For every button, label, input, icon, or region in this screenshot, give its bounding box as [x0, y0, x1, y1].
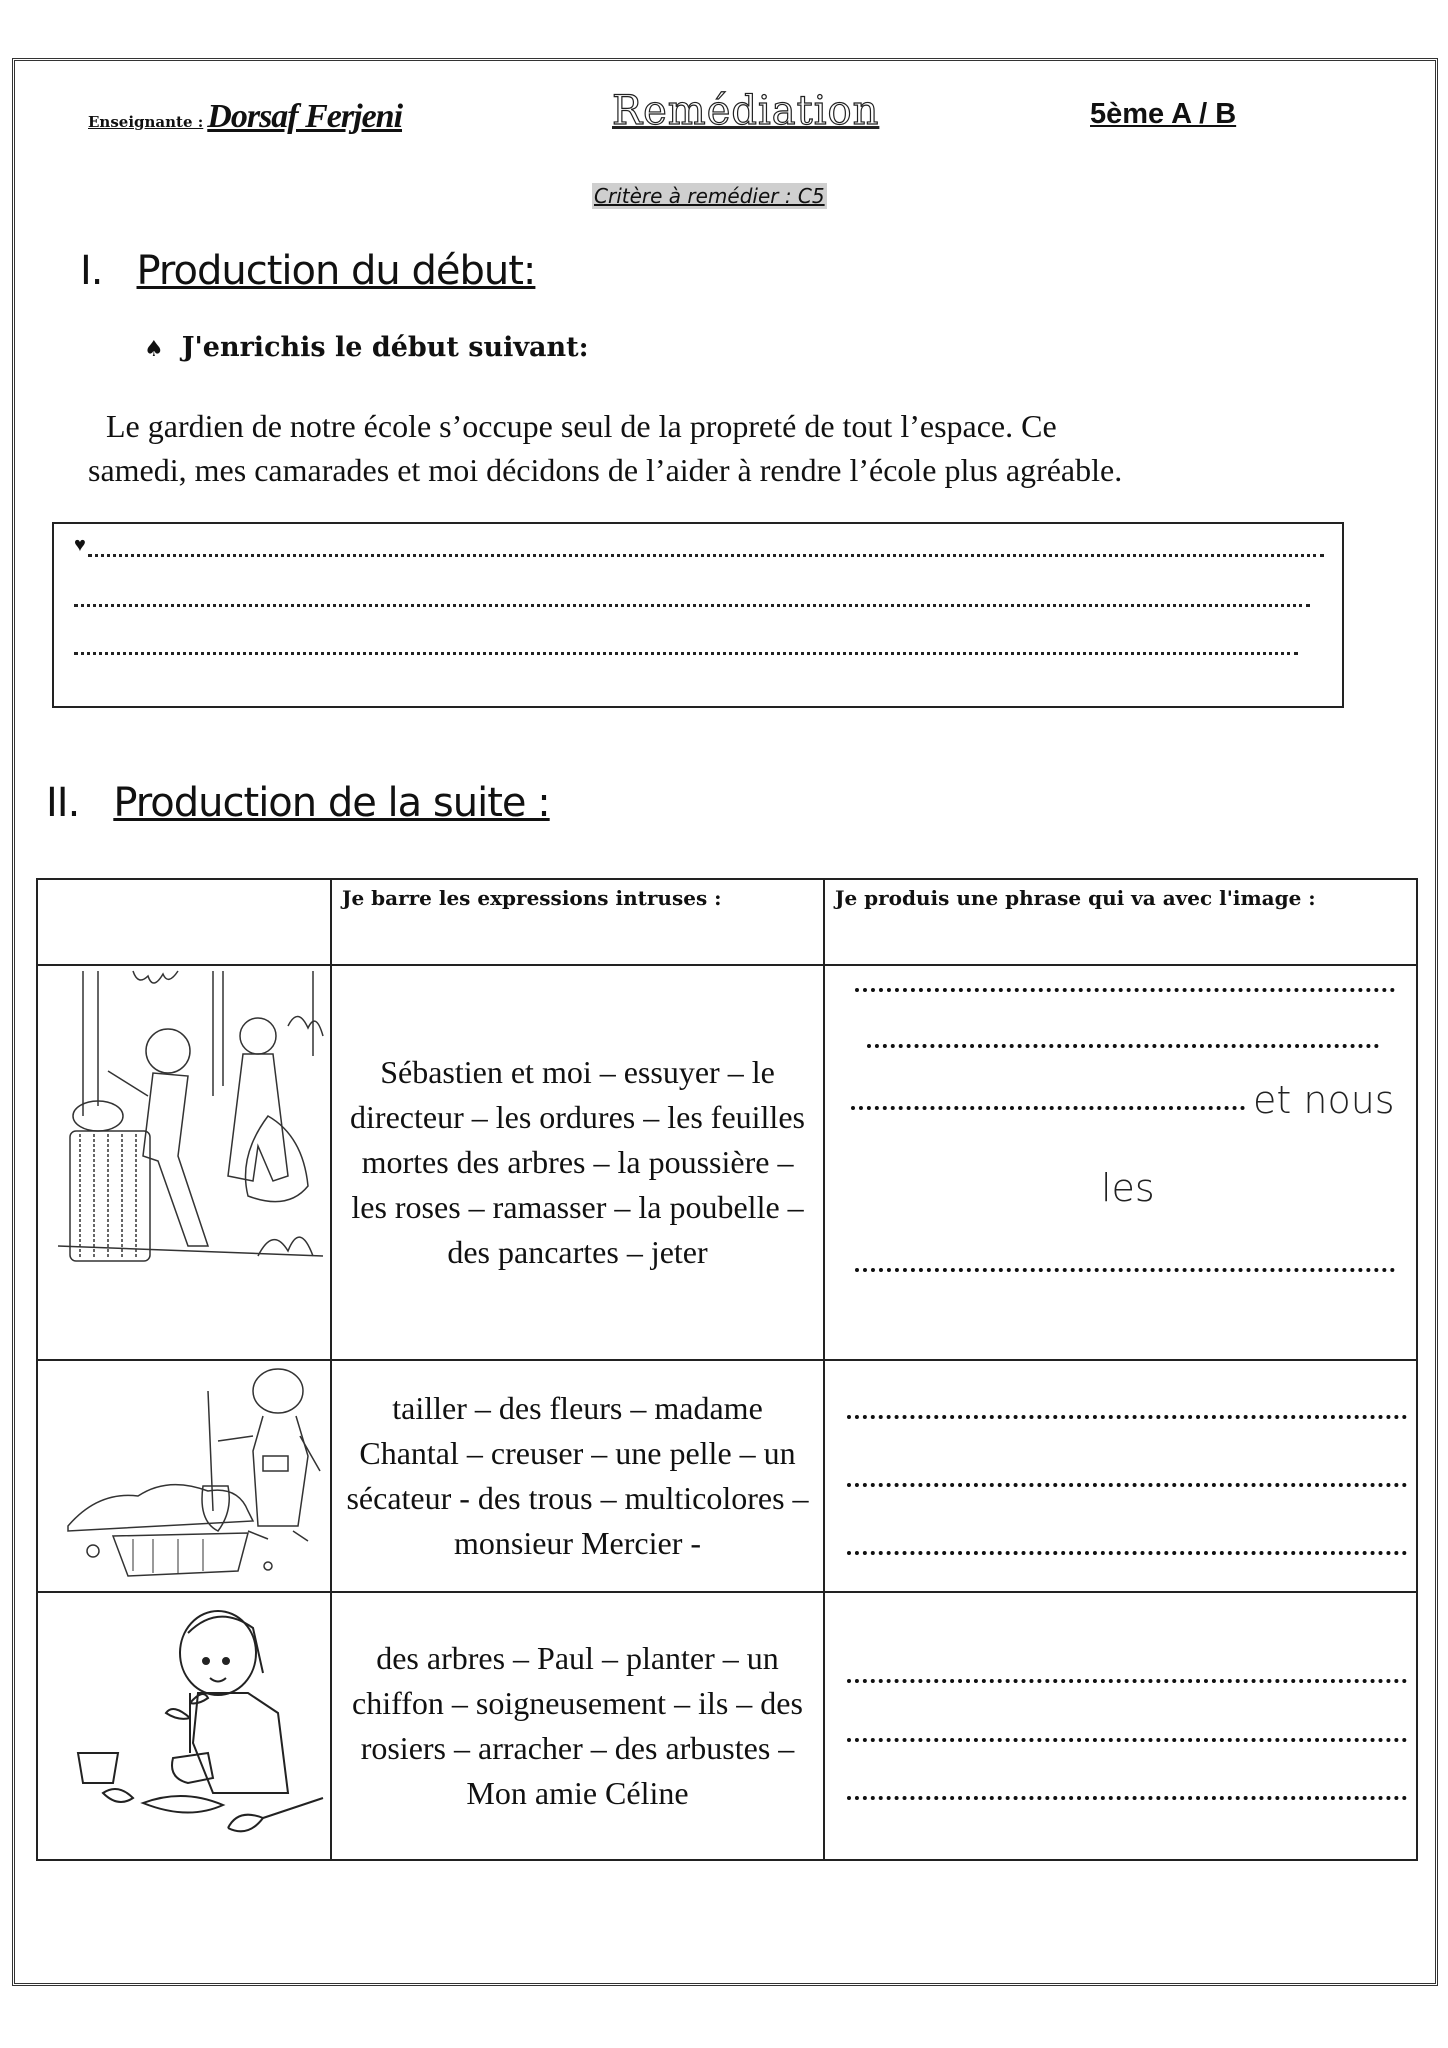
heart-icon: ♥ — [74, 534, 86, 556]
answer-line[interactable] — [851, 1106, 1245, 1110]
class-label: 5ème A / B — [1090, 98, 1237, 130]
teacher-label: Enseignante : — [88, 113, 204, 131]
intruder-words[interactable]: tailler – des fleurs – madame Chantal – creuser – une pelle – un sécateur - des trous – multicolores – monsieur Mercier - — [331, 1360, 824, 1592]
section-1-title: Production du début: — [136, 248, 536, 294]
header-cell-cross-out: Je barre les expressions intruses : — [331, 879, 824, 965]
header-cell-produce: Je produis une phrase qui va avec l'image : — [824, 879, 1417, 965]
table-row — [37, 1592, 1417, 1860]
section-1-heading — [80, 248, 535, 294]
answer-line[interactable] — [847, 1415, 1407, 1419]
section-2-number: II. — [46, 780, 80, 826]
exercise-table — [36, 878, 1418, 1861]
answer-line[interactable] — [74, 604, 1310, 607]
answer-line[interactable] — [74, 652, 1298, 655]
table-header-row — [37, 879, 1417, 965]
image-cell — [37, 1360, 331, 1592]
prompt-line: samedi, mes camarades et moi décidons de l’aider à rendre l’école plus agréable. — [88, 452, 1123, 488]
answer-box[interactable] — [52, 522, 1344, 708]
section-1-number: I. — [80, 248, 103, 294]
answer-line[interactable] — [88, 554, 1324, 557]
instruction-text: J'enrichis le début suivant: — [181, 332, 589, 363]
answer-line[interactable] — [855, 988, 1395, 992]
section-2-heading — [46, 780, 550, 826]
man-digging-hole-illustration — [38, 1361, 328, 1589]
image-cell — [37, 1592, 331, 1860]
table-row — [37, 1360, 1417, 1592]
answer-line[interactable] — [855, 1268, 1395, 1272]
spade-icon: ♠ — [144, 336, 164, 362]
answer-cell[interactable] — [824, 965, 1417, 1360]
children-collecting-trash-illustration — [38, 966, 328, 1357]
criteria-label: Critère à remédier : C5 — [594, 184, 825, 208]
answer-cell[interactable] — [824, 1360, 1417, 1592]
answer-hint: et nous — [1253, 1078, 1395, 1122]
image-cell — [37, 965, 331, 1360]
table-row — [37, 965, 1417, 1360]
document-title: Remédiation — [612, 88, 880, 134]
answer-hint: les — [1101, 1166, 1155, 1210]
answer-line[interactable] — [847, 1483, 1407, 1487]
teacher-name: Dorsaf Ferjeni — [207, 98, 403, 135]
intruder-words[interactable]: Sébastien et moi – essuyer – le directeur – les ordures – les feuilles mortes des arbres – la poussière – les roses – ramasser – la poubelle – des pancartes – jeter — [331, 965, 824, 1360]
answer-line[interactable] — [867, 1044, 1379, 1048]
header-cell-image — [37, 879, 331, 965]
intruder-words[interactable]: des arbres – Paul – planter – un chiffon – soigneusement – ils – des rosiers – arracher – des arbustes – Mon amie Céline — [331, 1592, 824, 1860]
girl-planting-tree-illustration — [38, 1593, 328, 1857]
section-1-instruction — [144, 332, 589, 363]
story-beginning — [88, 404, 1348, 492]
answer-cell[interactable] — [824, 1592, 1417, 1860]
teacher-info — [88, 98, 402, 136]
answer-line[interactable] — [847, 1551, 1407, 1555]
answer-line[interactable] — [847, 1796, 1407, 1800]
section-2-title: Production de la suite : — [113, 780, 550, 826]
answer-line[interactable] — [847, 1738, 1407, 1742]
answer-line[interactable] — [847, 1679, 1407, 1683]
prompt-line: Le gardien de notre école s’occupe seul de la propreté de tout l’espace. Ce — [106, 408, 1057, 444]
